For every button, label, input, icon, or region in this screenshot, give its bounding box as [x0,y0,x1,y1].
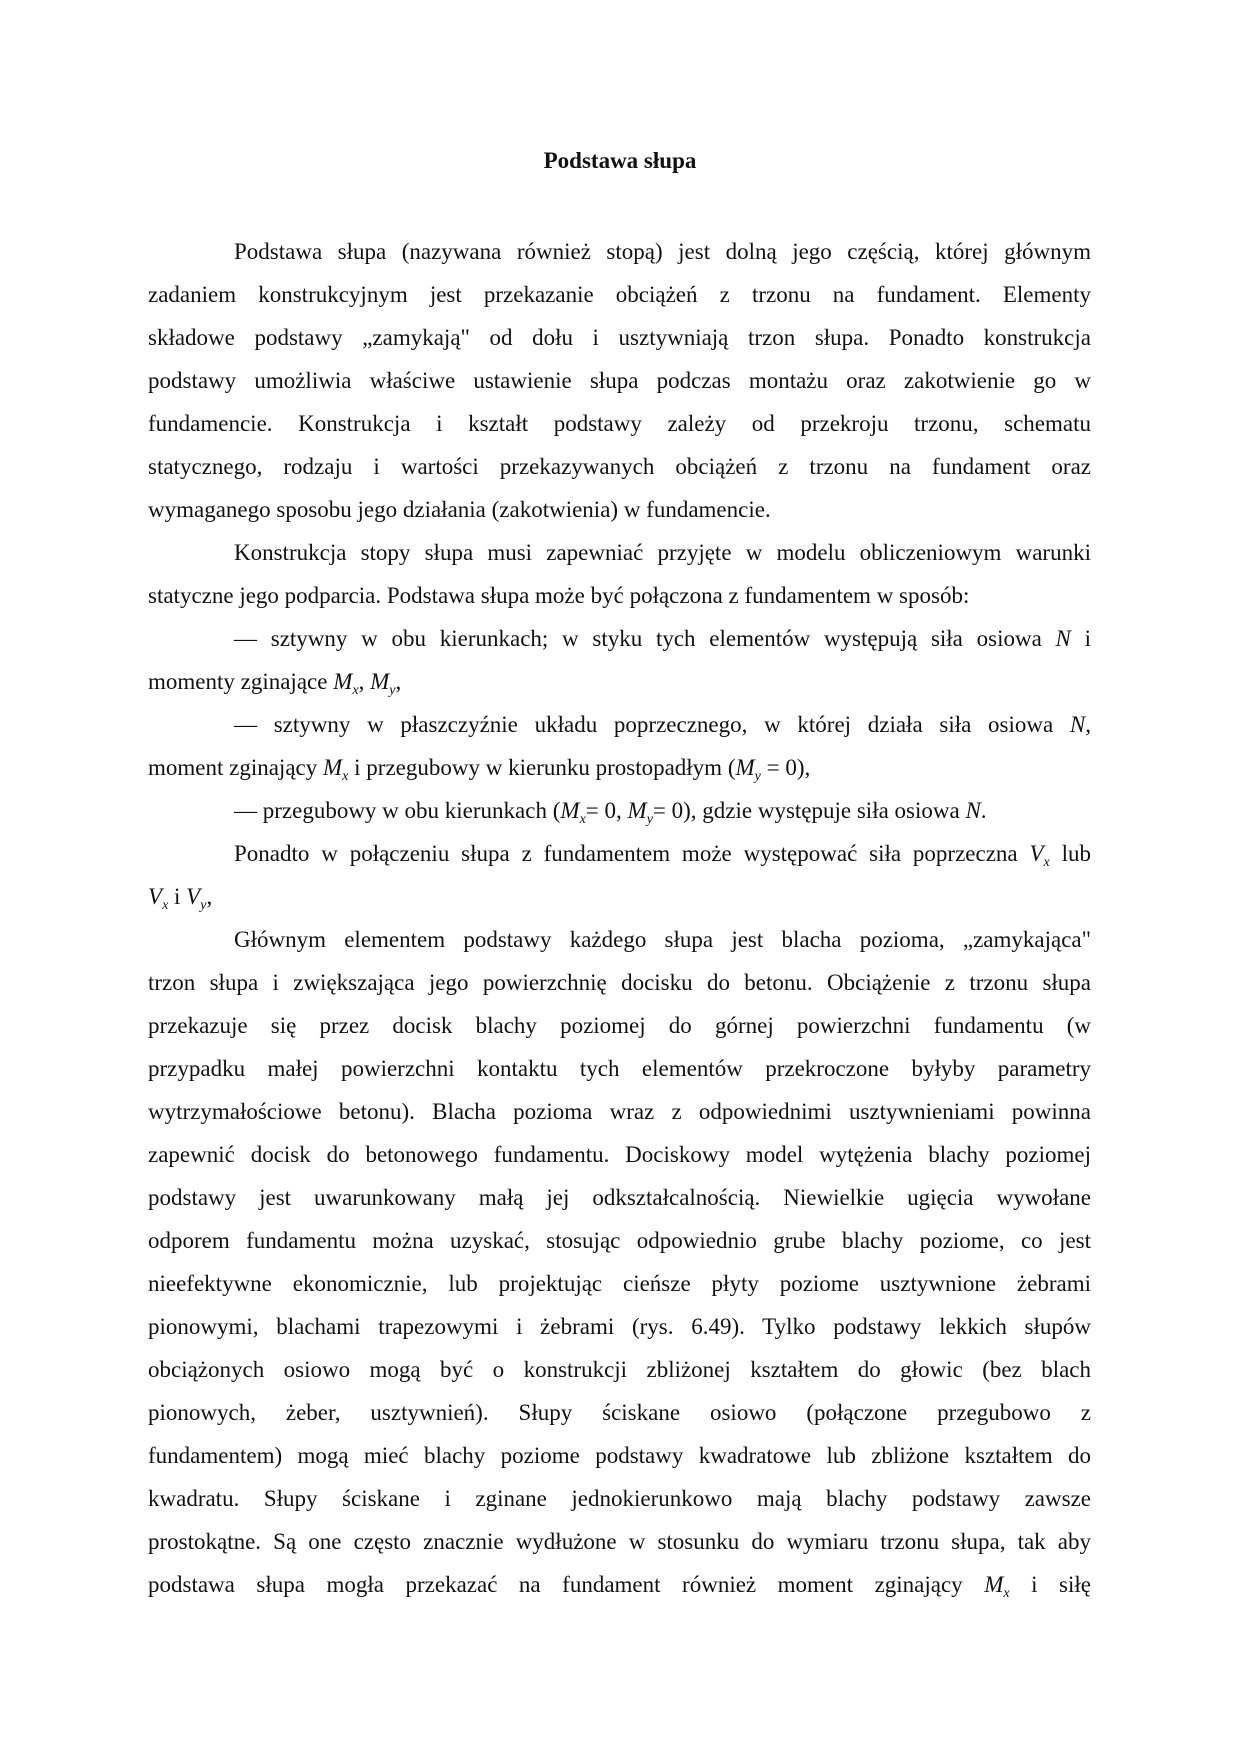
text-line [148,832,1091,875]
text-line [148,746,1091,789]
text-run: , [395,669,402,694]
text-run: — sztywny w płaszczyźnie układu poprzecznego, w której działa siła osiowa [234,712,1070,737]
text-line [148,359,1091,402]
text-run: i [1070,626,1092,651]
text-run: Podstawa słupa (nazywana również stopą) jest dolną jego częścią, której głównym [234,239,1091,264]
text-run: odporem fundamentu można uzyskać, stosując odpowiednio grube blachy poziome, co jest [148,1228,1091,1253]
text-run: = 0), gdzie występuje siła osiowa [652,798,966,823]
subscript: x [1043,855,1050,870]
text-line [148,488,1091,531]
text-run: zapewnić docisk do betonowego fundamentu. Dociskowy model wytężenia blachy poziomej [148,1142,1091,1167]
math-symbol: V [1029,841,1044,866]
subscript: x [342,769,349,784]
paragraph [148,230,1091,531]
text-run: momenty zginające [148,669,334,694]
text-run: — sztywny w obu kierunkach; w styku tych elementów występują siła osiowa [234,626,1056,651]
text-line [148,531,1091,574]
text-run: , [1085,712,1091,737]
text-run: — przegubowy w obu kierunkach ( [234,798,561,823]
text-line [148,316,1091,359]
page-title: Podstawa słupa [543,148,697,173]
text-line [148,1090,1091,1133]
subscript: y [754,769,761,784]
text-line [148,402,1091,445]
math-symbol: M [627,798,647,823]
text-line [148,1176,1091,1219]
math-symbol: M [560,798,580,823]
text-line [148,1219,1091,1262]
text-line [148,918,1091,961]
math-symbol: M [323,755,343,780]
text-line [148,617,1091,660]
text-run: = 0, [585,798,628,823]
text-run: składowe podstawy „zamykają" od dołu i usztywniają trzon słupa. Ponadto konstrukcja [148,325,1091,350]
subscript: x [1003,1586,1010,1601]
text-line [148,1047,1091,1090]
text-run: lub [1049,841,1092,866]
text-line [148,273,1091,316]
text-run: statycznego, rodzaju i wartości przekazywanych obciążeń z trzonu na fundament oraz [148,454,1091,479]
subscript: y [646,812,653,827]
text-run: pionowych, żeber, usztywnień). Słupy ściskane osiowo (połączone przegubowo z [148,1400,1091,1425]
text-run: , [206,884,213,909]
text-line [148,703,1091,746]
text-line [148,574,1091,617]
text-line [148,1563,1091,1606]
text-line [148,1520,1091,1563]
text-run: moment zginający [148,755,323,780]
text-run: zadaniem konstrukcyjnym jest przekazanie obciążeń z trzonu na fundament. Elementy [148,282,1091,307]
math-symbol: N [1069,712,1086,737]
text-run: przypadku małej powierzchni kontaktu tych elementów przekroczone byłyby parametry [148,1056,1091,1081]
subscript: x [579,812,586,827]
text-run: = 0), [760,755,811,780]
text-line [148,1305,1091,1348]
subscript: x [352,683,359,698]
text-run: pionowymi, blachami trapezowymi i żebrami (rys. 6.49). Tylko podstawy lekkich słupów [148,1314,1091,1339]
math-symbol: V [148,884,163,909]
subscript: x [162,898,169,913]
text-run: podstawy umożliwia właściwe ustawienie słupa podczas montażu oraz zakotwienie go w [148,368,1091,393]
text-run: obciążonych osiowo mogą być o konstrukcji zbliżonej kształtem do głowic (bez blach [148,1357,1091,1382]
text-run: fundamencie. Konstrukcja i kształt podstawy zależy od przekroju trzonu, schematu [148,411,1091,436]
text-line [148,789,1091,832]
text-line [148,1477,1091,1520]
text-line [148,1133,1091,1176]
text-run: prostokątne. Są one często znacznie wydłużone w stosunku do wymiaru trzonu słupa, tak aby [148,1529,1091,1554]
text-run: trzon słupa i zwiększająca jego powierzchnię docisku do betonu. Obciążenie z trzonu słupa [148,970,1091,995]
text-run: , [358,669,371,694]
math-symbol: N [1055,626,1071,651]
math-symbol: M [370,669,390,694]
text-line [148,660,1091,703]
paragraph [148,832,1091,918]
text-line [148,1262,1091,1305]
paragraph [148,789,1091,832]
text-line [148,230,1091,273]
math-symbol: M [735,755,755,780]
text-run: i przegubowy w kierunku prostopadłym ( [348,755,736,780]
text-line [148,1004,1091,1047]
text-run: wymaganego sposobu jego działania (zakotwienia) w fundamencie. [148,497,771,522]
text-run: . [980,798,987,823]
text-line [148,1391,1091,1434]
math-symbol: N [965,798,981,823]
text-line [148,1434,1091,1477]
text-run: Konstrukcja stopy słupa musi zapewniać przyjęte w modelu obliczeniowym warunki [234,540,1091,565]
text-line [148,875,1091,918]
paragraph [148,703,1091,789]
text-run: Ponadto w połączeniu słupa z fundamentem może występować siła poprzeczna [234,841,1030,866]
text-run: fundamentem) mogą mieć blachy poziome podstawy kwadratowe lub zbliżone kształtem do [148,1443,1091,1468]
paragraph [148,531,1091,617]
text-run: statyczne jego podparcia. Podstawa słupa może być połączona z fundamentem w sposób: [148,583,970,608]
math-symbol: M [333,669,353,694]
subscript: y [389,683,396,698]
text-run: nieefektywne ekonomicznie, lub projektując cieńsze płyty poziome usztywnione żebrami [148,1271,1091,1296]
text-run: Głównym elementem podstawy każdego słupa jest blacha pozioma, „zamykająca" [234,927,1091,952]
text-run: przekazuje się przez docisk blachy poziomej do górnej powierzchni fundamentu (w [148,1013,1091,1038]
document-body [148,230,1091,1606]
text-run: wytrzymałościowe betonu). Blacha pozioma wraz z odpowiednimi usztywnieniami powinna [148,1099,1091,1124]
paragraph [148,617,1091,703]
subscript: y [200,898,207,913]
paragraph [148,918,1091,1606]
text-line [148,961,1091,1004]
text-run: kwadratu. Słupy ściskane i zginane jednokierunkowo mają blachy podstawy zawsze [148,1486,1091,1511]
text-run: podstawy jest uwarunkowany małą jej odkształcalnością. Niewielkie ugięcia wywołane [148,1185,1091,1210]
text-run: podstawa słupa mogła przekazać na fundament również moment zginający [148,1572,985,1597]
text-line [148,1348,1091,1391]
text-line [148,445,1091,488]
math-symbol: V [186,884,201,909]
text-run: i [168,884,187,909]
math-symbol: M [984,1572,1004,1597]
text-run: i siłę [1009,1572,1091,1597]
